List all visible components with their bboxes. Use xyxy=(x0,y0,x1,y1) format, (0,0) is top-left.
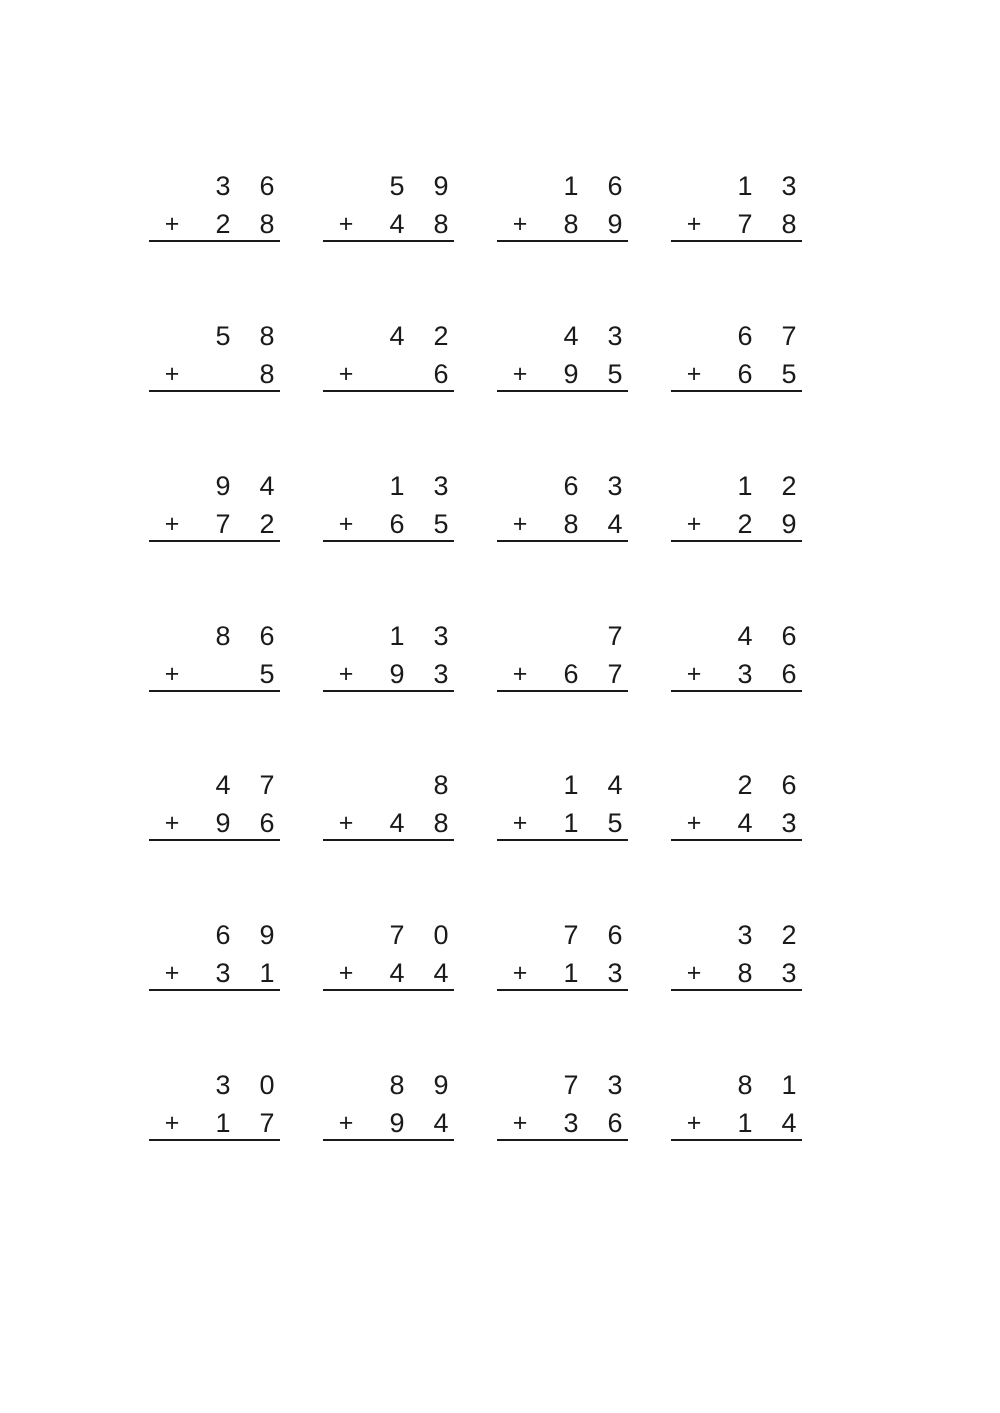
answer-line xyxy=(149,690,280,692)
addend-bottom-ones-digit: 9 xyxy=(607,209,623,239)
addend-top-ones-digit: 9 xyxy=(259,920,275,950)
addend-top-tens-digit: 8 xyxy=(389,1070,405,1100)
answer-line xyxy=(323,690,454,692)
addend-bottom-ones-digit: 9 xyxy=(781,509,797,539)
addend-top-tens-digit: 8 xyxy=(215,621,231,651)
addend-top-ones-digit: 3 xyxy=(607,321,623,351)
answer-line xyxy=(149,839,280,841)
answer-line xyxy=(497,390,628,392)
addend-top-tens-digit: 1 xyxy=(389,621,405,651)
addend-bottom-tens-digit: 2 xyxy=(737,509,753,539)
addend-top-tens-digit: 4 xyxy=(215,770,231,800)
addend-bottom-tens-digit: 3 xyxy=(737,659,753,689)
addend-bottom-ones-digit: 6 xyxy=(607,1108,623,1138)
addend-bottom-tens-digit: 6 xyxy=(737,359,753,389)
addend-top-tens-digit: 1 xyxy=(563,770,579,800)
addend-bottom-tens-digit: 9 xyxy=(215,808,231,838)
addition-problem xyxy=(497,1068,628,1148)
answer-line xyxy=(323,240,454,242)
plus-sign: + xyxy=(512,360,528,388)
addend-bottom-tens-digit: 4 xyxy=(389,958,405,988)
addend-bottom-ones-digit: 5 xyxy=(781,359,797,389)
addition-problem xyxy=(149,319,280,399)
answer-line xyxy=(671,690,802,692)
answer-line xyxy=(497,839,628,841)
addend-bottom-ones-digit: 6 xyxy=(259,808,275,838)
plus-sign: + xyxy=(512,210,528,238)
answer-line xyxy=(323,540,454,542)
answer-line xyxy=(149,240,280,242)
answer-line xyxy=(149,1139,280,1141)
addend-top-tens-digit: 1 xyxy=(737,171,753,201)
addend-top-tens-digit: 1 xyxy=(389,471,405,501)
addend-top-ones-digit: 3 xyxy=(781,171,797,201)
answer-line xyxy=(323,839,454,841)
addend-top-tens-digit: 6 xyxy=(737,321,753,351)
addition-problem xyxy=(323,169,454,249)
addend-bottom-tens-digit: 4 xyxy=(737,808,753,838)
addend-top-tens-digit xyxy=(382,770,412,800)
addend-bottom-tens-digit: 9 xyxy=(563,359,579,389)
addition-problem xyxy=(497,619,628,699)
addend-top-ones-digit: 8 xyxy=(259,321,275,351)
addition-problem xyxy=(149,469,280,549)
addend-bottom-tens-digit: 4 xyxy=(389,808,405,838)
addition-problem xyxy=(497,469,628,549)
plus-sign: + xyxy=(338,1109,354,1137)
addend-top-ones-digit: 1 xyxy=(781,1070,797,1100)
addend-bottom-tens-digit: 6 xyxy=(563,659,579,689)
answer-line xyxy=(323,1139,454,1141)
addend-bottom-tens-digit: 6 xyxy=(389,509,405,539)
addend-bottom-ones-digit: 8 xyxy=(259,209,275,239)
addition-problem xyxy=(671,169,802,249)
addend-bottom-tens-digit xyxy=(208,659,238,689)
plus-sign: + xyxy=(164,210,180,238)
addition-problem xyxy=(497,319,628,399)
addend-bottom-ones-digit: 8 xyxy=(433,209,449,239)
addend-top-tens-digit xyxy=(556,621,586,651)
addend-bottom-ones-digit: 4 xyxy=(433,1108,449,1138)
addend-bottom-ones-digit: 6 xyxy=(433,359,449,389)
addend-top-ones-digit: 2 xyxy=(781,920,797,950)
addend-top-ones-digit: 0 xyxy=(259,1070,275,1100)
plus-sign: + xyxy=(338,210,354,238)
addend-bottom-ones-digit: 5 xyxy=(607,808,623,838)
plus-sign: + xyxy=(164,809,180,837)
addition-problem xyxy=(323,619,454,699)
plus-sign: + xyxy=(512,959,528,987)
plus-sign: + xyxy=(164,959,180,987)
answer-line xyxy=(323,390,454,392)
plus-sign: + xyxy=(686,959,702,987)
plus-sign: + xyxy=(512,809,528,837)
addition-problem xyxy=(497,918,628,998)
plus-sign: + xyxy=(512,510,528,538)
addition-problem xyxy=(497,169,628,249)
addition-problem xyxy=(323,1068,454,1148)
addition-problem xyxy=(323,918,454,998)
addend-bottom-ones-digit: 3 xyxy=(781,958,797,988)
addend-top-tens-digit: 3 xyxy=(737,920,753,950)
addend-top-ones-digit: 6 xyxy=(259,621,275,651)
plus-sign: + xyxy=(164,360,180,388)
addend-top-tens-digit: 5 xyxy=(389,171,405,201)
answer-line xyxy=(671,839,802,841)
addend-bottom-ones-digit: 4 xyxy=(607,509,623,539)
addend-bottom-tens-digit: 1 xyxy=(737,1108,753,1138)
addend-top-tens-digit: 1 xyxy=(737,471,753,501)
addend-top-tens-digit: 4 xyxy=(737,621,753,651)
addend-top-tens-digit: 7 xyxy=(563,920,579,950)
addend-bottom-tens-digit: 1 xyxy=(563,808,579,838)
addend-bottom-tens-digit: 8 xyxy=(563,509,579,539)
addend-bottom-ones-digit: 3 xyxy=(433,659,449,689)
addend-bottom-ones-digit: 6 xyxy=(781,659,797,689)
plus-sign: + xyxy=(164,660,180,688)
answer-line xyxy=(671,1139,802,1141)
plus-sign: + xyxy=(338,809,354,837)
addition-problem xyxy=(323,469,454,549)
addend-bottom-ones-digit: 8 xyxy=(781,209,797,239)
addend-top-tens-digit: 6 xyxy=(215,920,231,950)
plus-sign: + xyxy=(686,510,702,538)
addend-top-ones-digit: 7 xyxy=(259,770,275,800)
answer-line xyxy=(671,240,802,242)
addend-bottom-ones-digit: 3 xyxy=(607,958,623,988)
answer-line xyxy=(149,989,280,991)
addend-top-ones-digit: 7 xyxy=(781,321,797,351)
addend-bottom-ones-digit: 3 xyxy=(781,808,797,838)
addend-bottom-tens-digit: 7 xyxy=(215,509,231,539)
addend-bottom-tens-digit xyxy=(208,359,238,389)
addition-problem xyxy=(671,1068,802,1148)
addend-top-tens-digit: 3 xyxy=(215,1070,231,1100)
addend-bottom-ones-digit: 7 xyxy=(607,659,623,689)
addend-top-tens-digit: 6 xyxy=(563,471,579,501)
addend-bottom-tens-digit: 9 xyxy=(389,1108,405,1138)
plus-sign: + xyxy=(164,1109,180,1137)
addend-top-ones-digit: 3 xyxy=(607,1070,623,1100)
plus-sign: + xyxy=(512,1109,528,1137)
plus-sign: + xyxy=(686,210,702,238)
plus-sign: + xyxy=(164,510,180,538)
addend-top-ones-digit: 6 xyxy=(259,171,275,201)
addend-bottom-ones-digit: 5 xyxy=(259,659,275,689)
plus-sign: + xyxy=(686,660,702,688)
addend-bottom-tens-digit: 2 xyxy=(215,209,231,239)
answer-line xyxy=(497,1139,628,1141)
addend-top-ones-digit: 2 xyxy=(433,321,449,351)
addend-top-ones-digit: 9 xyxy=(433,171,449,201)
addend-top-ones-digit: 2 xyxy=(781,471,797,501)
answer-line xyxy=(497,540,628,542)
addend-top-ones-digit: 0 xyxy=(433,920,449,950)
addition-problem xyxy=(149,1068,280,1148)
plus-sign: + xyxy=(512,660,528,688)
addition-problem xyxy=(671,319,802,399)
addend-top-ones-digit: 6 xyxy=(781,621,797,651)
addend-top-ones-digit: 3 xyxy=(607,471,623,501)
addend-top-ones-digit: 6 xyxy=(607,171,623,201)
addend-bottom-tens-digit: 7 xyxy=(737,209,753,239)
addend-top-ones-digit: 4 xyxy=(607,770,623,800)
addition-problem xyxy=(149,619,280,699)
addition-problem xyxy=(323,319,454,399)
addend-bottom-ones-digit: 5 xyxy=(607,359,623,389)
addition-problem xyxy=(671,768,802,848)
answer-line xyxy=(149,390,280,392)
addition-problem xyxy=(671,469,802,549)
addition-problem xyxy=(149,918,280,998)
addend-bottom-ones-digit: 1 xyxy=(259,958,275,988)
addend-top-tens-digit: 8 xyxy=(737,1070,753,1100)
addend-bottom-tens-digit: 3 xyxy=(563,1108,579,1138)
addend-bottom-tens-digit: 1 xyxy=(215,1108,231,1138)
addend-bottom-tens-digit: 8 xyxy=(737,958,753,988)
addend-top-ones-digit: 9 xyxy=(433,1070,449,1100)
addend-top-tens-digit: 1 xyxy=(563,171,579,201)
addend-bottom-tens-digit: 8 xyxy=(563,209,579,239)
answer-line xyxy=(323,989,454,991)
addend-top-tens-digit: 4 xyxy=(563,321,579,351)
addend-top-tens-digit: 7 xyxy=(389,920,405,950)
addition-problem xyxy=(323,768,454,848)
addend-bottom-tens-digit: 9 xyxy=(389,659,405,689)
answer-line xyxy=(497,240,628,242)
plus-sign: + xyxy=(686,809,702,837)
addend-bottom-ones-digit: 2 xyxy=(259,509,275,539)
addend-top-ones-digit: 4 xyxy=(259,471,275,501)
plus-sign: + xyxy=(686,1109,702,1137)
addend-bottom-ones-digit: 5 xyxy=(433,509,449,539)
answer-line xyxy=(671,540,802,542)
addend-top-tens-digit: 2 xyxy=(737,770,753,800)
addition-problem xyxy=(149,768,280,848)
plus-sign: + xyxy=(338,959,354,987)
addend-bottom-ones-digit: 7 xyxy=(259,1108,275,1138)
answer-line xyxy=(497,989,628,991)
addend-bottom-tens-digit: 4 xyxy=(389,209,405,239)
plus-sign: + xyxy=(686,360,702,388)
addend-bottom-ones-digit: 4 xyxy=(433,958,449,988)
addend-top-tens-digit: 7 xyxy=(563,1070,579,1100)
addend-bottom-ones-digit: 4 xyxy=(781,1108,797,1138)
answer-line xyxy=(497,690,628,692)
answer-line xyxy=(671,390,802,392)
addend-top-ones-digit: 3 xyxy=(433,471,449,501)
addition-problem xyxy=(149,169,280,249)
addend-top-ones-digit: 6 xyxy=(607,920,623,950)
addend-bottom-tens-digit: 3 xyxy=(215,958,231,988)
addend-top-ones-digit: 8 xyxy=(433,770,449,800)
addend-top-tens-digit: 9 xyxy=(215,471,231,501)
plus-sign: + xyxy=(338,360,354,388)
addend-top-tens-digit: 4 xyxy=(389,321,405,351)
answer-line xyxy=(671,989,802,991)
answer-line xyxy=(149,540,280,542)
addend-top-ones-digit: 3 xyxy=(433,621,449,651)
plus-sign: + xyxy=(338,510,354,538)
addition-problem xyxy=(671,918,802,998)
addend-bottom-ones-digit: 8 xyxy=(433,808,449,838)
addend-top-ones-digit: 7 xyxy=(607,621,623,651)
plus-sign: + xyxy=(338,660,354,688)
addend-bottom-ones-digit: 8 xyxy=(259,359,275,389)
addend-bottom-tens-digit: 1 xyxy=(563,958,579,988)
addend-top-ones-digit: 6 xyxy=(781,770,797,800)
addend-top-tens-digit: 5 xyxy=(215,321,231,351)
addend-top-tens-digit: 3 xyxy=(215,171,231,201)
addition-problem xyxy=(497,768,628,848)
addition-problem xyxy=(671,619,802,699)
addend-bottom-tens-digit xyxy=(382,359,412,389)
